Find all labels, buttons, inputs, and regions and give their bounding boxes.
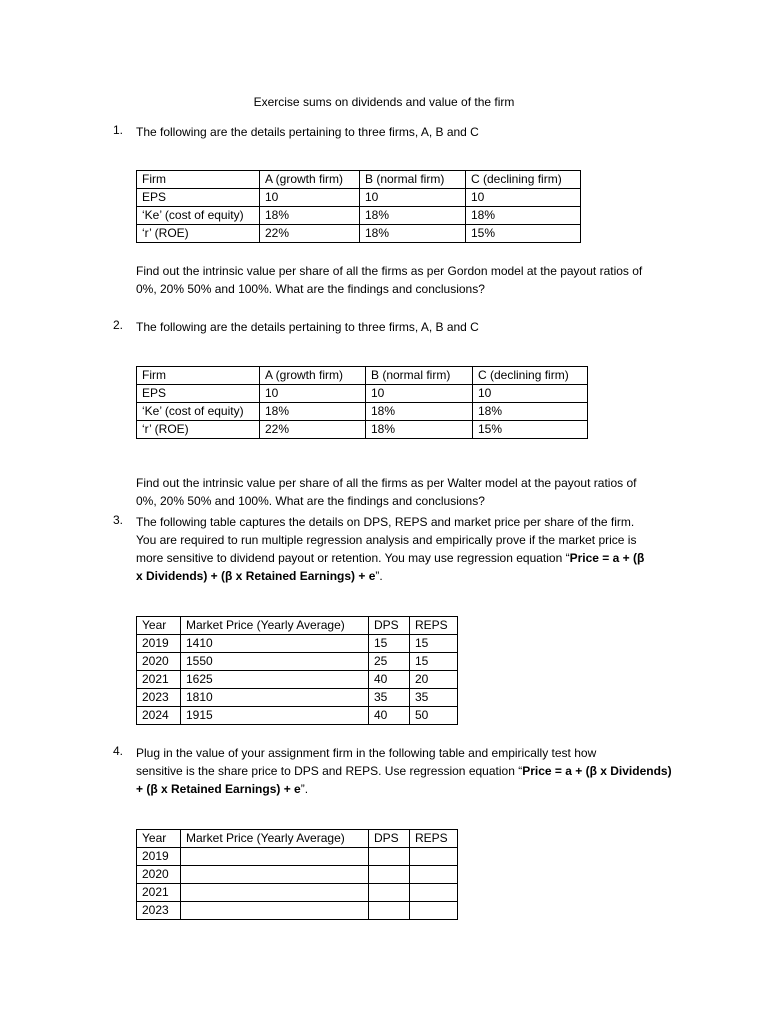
- table-cell: 18%: [366, 421, 473, 439]
- table-cell: A (growth firm): [260, 367, 366, 385]
- table-cell: 10: [360, 189, 466, 207]
- table-cell: 18%: [466, 207, 581, 225]
- table-cell: DPS: [369, 617, 410, 635]
- table-row: [137, 385, 588, 403]
- table-cell: 35: [410, 689, 458, 707]
- q4-line1: Plug in the value of your assignment firm in the following table and empirically test how: [136, 746, 597, 760]
- q3-line2: You are required to run multiple regression analysis and empirically prove if the market price is: [136, 533, 637, 547]
- q1-intro: The following are the details pertaining to three firms, A, B and C: [136, 125, 479, 139]
- table-cell: REPS: [410, 830, 458, 848]
- table-row: [137, 653, 458, 671]
- table-cell: 15%: [466, 225, 581, 243]
- table-cell: 18%: [360, 207, 466, 225]
- table-cell: 18%: [366, 403, 473, 421]
- table-cell: 2019: [137, 848, 181, 866]
- q4-line2: [136, 762, 696, 780]
- q3-equation-part1: Price = a + (β: [569, 551, 645, 565]
- table-cell: REPS: [410, 617, 458, 635]
- table-cell: 2020: [137, 653, 181, 671]
- q1-task-line1: Find out the intrinsic value per share of all the firms as per Gordon model at the payout ratios of: [136, 264, 643, 278]
- table-row: [137, 403, 588, 421]
- table-row: [137, 225, 581, 243]
- table-cell: 25: [369, 653, 410, 671]
- table-cell: 2019: [137, 635, 181, 653]
- table-cell: Market Price (Yearly Average): [181, 617, 369, 635]
- q2-number: 2.: [113, 318, 124, 332]
- table-row: [137, 866, 458, 884]
- table-cell: 15: [410, 635, 458, 653]
- empty-cell[interactable]: [410, 848, 458, 866]
- table-row: [137, 902, 458, 920]
- q4-line3-end: ”.: [300, 782, 309, 796]
- table-header-row: [137, 171, 581, 189]
- empty-cell[interactable]: [369, 866, 410, 884]
- table-header-row: [137, 367, 588, 385]
- table-cell: 15: [369, 635, 410, 653]
- table-cell: 10: [466, 189, 581, 207]
- q2-task-line2: 0%, 20% 50% and 100%. What are the findings and conclusions?: [136, 494, 485, 508]
- table-cell: Firm: [137, 171, 260, 189]
- q3-number: 3.: [113, 513, 124, 527]
- table-cell: 50: [410, 707, 458, 725]
- q3-equation-part2: x Dividends) + (β x Retained Earnings) + e: [136, 569, 376, 583]
- table-cell: B (normal firm): [360, 171, 466, 189]
- table-cell: Year: [137, 617, 181, 635]
- table-cell: 22%: [260, 225, 360, 243]
- table-row: [137, 671, 458, 689]
- empty-cell[interactable]: [369, 848, 410, 866]
- q3-line4-end: ”.: [375, 569, 383, 583]
- table-cell: 10: [260, 189, 360, 207]
- table-header-row: [137, 617, 458, 635]
- table-cell: 18%: [360, 225, 466, 243]
- table-cell: 10: [366, 385, 473, 403]
- q2-table: [136, 366, 588, 439]
- empty-cell[interactable]: [410, 866, 458, 884]
- table-row: [137, 421, 588, 439]
- table-cell: 1810: [181, 689, 369, 707]
- table-cell: Firm: [137, 367, 260, 385]
- empty-cell[interactable]: [410, 902, 458, 920]
- table-row: [137, 884, 458, 902]
- table-cell: EPS: [137, 385, 260, 403]
- table-cell: Year: [137, 830, 181, 848]
- table-row: [137, 635, 458, 653]
- empty-cell[interactable]: [369, 884, 410, 902]
- q4-line3: [136, 780, 696, 798]
- table-cell: 2024: [137, 707, 181, 725]
- empty-cell[interactable]: [369, 902, 410, 920]
- empty-cell[interactable]: [181, 848, 369, 866]
- table-cell: C (declining firm): [473, 367, 588, 385]
- empty-cell[interactable]: [181, 884, 369, 902]
- table-cell: 15: [410, 653, 458, 671]
- q1-table: [136, 170, 581, 243]
- q4-number: 4.: [113, 744, 124, 758]
- table-cell: 2021: [137, 671, 181, 689]
- table-cell: 1625: [181, 671, 369, 689]
- q2-intro: The following are the details pertaining to three firms, A, B and C: [136, 320, 479, 334]
- table-row: [137, 689, 458, 707]
- q4-line2-text: sensitive is the share price to DPS and REPS. Use regression equation “: [136, 764, 523, 778]
- table-cell: ‘r’ (ROE): [137, 225, 260, 243]
- table-cell: B (normal firm): [366, 367, 473, 385]
- q1-task-line2: 0%, 20% 50% and 100%. What are the findings and conclusions?: [136, 282, 485, 296]
- q3-table: [136, 616, 458, 725]
- q3-line1: The following table captures the details on DPS, REPS and market price per share of the firm.: [136, 515, 635, 529]
- table-cell: 20: [410, 671, 458, 689]
- table-cell: 18%: [260, 207, 360, 225]
- table-cell: 40: [369, 671, 410, 689]
- q3-line3: [136, 549, 696, 567]
- table-row: [137, 207, 581, 225]
- table-cell: 2021: [137, 884, 181, 902]
- table-cell: 18%: [260, 403, 366, 421]
- table-cell: 2023: [137, 902, 181, 920]
- q3-line4: [136, 567, 696, 585]
- table-cell: 1915: [181, 707, 369, 725]
- table-row: [137, 707, 458, 725]
- document-title: Exercise sums on dividends and value of the firm: [253, 95, 515, 109]
- q1-number: 1.: [113, 123, 124, 137]
- table-cell: ‘r’ (ROE): [137, 421, 260, 439]
- table-cell: 15%: [473, 421, 588, 439]
- table-cell: A (growth firm): [260, 171, 360, 189]
- empty-cell[interactable]: [410, 884, 458, 902]
- table-row: [137, 848, 458, 866]
- table-cell: 10: [473, 385, 588, 403]
- q2-task-line1: Find out the intrinsic value per share of all the firms as per Walter model at the payout ratios of: [136, 476, 637, 490]
- table-cell: 2020: [137, 866, 181, 884]
- q4-equation-part1: Price = a + (β x Dividends): [522, 764, 672, 778]
- table-cell: 40: [369, 707, 410, 725]
- table-cell: ‘Ke’ (cost of equity): [137, 207, 260, 225]
- table-cell: 2023: [137, 689, 181, 707]
- table-cell: EPS: [137, 189, 260, 207]
- table-row: [137, 189, 581, 207]
- q4-table: [136, 829, 458, 920]
- table-header-row: [137, 830, 458, 848]
- table-cell: 1550: [181, 653, 369, 671]
- q4-equation-part2: + (β x Retained Earnings) + e: [136, 782, 301, 796]
- q3-line3-text: more sensitive to dividend payout or retention. You may use regression equation “: [136, 551, 570, 565]
- table-cell: 22%: [260, 421, 366, 439]
- table-cell: 18%: [473, 403, 588, 421]
- empty-cell[interactable]: [181, 866, 369, 884]
- table-cell: C (declining firm): [466, 171, 581, 189]
- table-cell: Market Price (Yearly Average): [181, 830, 369, 848]
- table-cell: ‘Ke’ (cost of equity): [137, 403, 260, 421]
- empty-cell[interactable]: [181, 902, 369, 920]
- table-cell: 1410: [181, 635, 369, 653]
- table-cell: 35: [369, 689, 410, 707]
- table-cell: DPS: [369, 830, 410, 848]
- table-cell: 10: [260, 385, 366, 403]
